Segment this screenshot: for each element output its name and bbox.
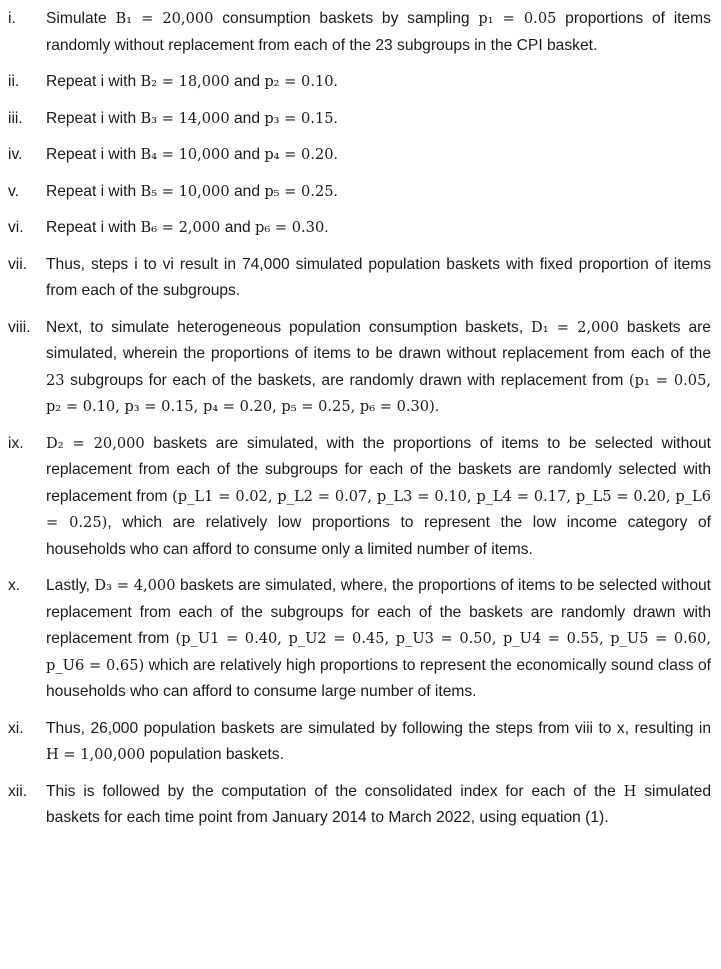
text-run: population baskets. bbox=[145, 746, 284, 763]
list-item-text bbox=[46, 69, 711, 96]
text-run: and bbox=[229, 73, 265, 90]
list-item bbox=[8, 215, 711, 242]
text-run: Repeat i with bbox=[46, 182, 141, 200]
list-item bbox=[8, 315, 711, 421]
text-run: and bbox=[220, 219, 256, 236]
list-item-text bbox=[46, 431, 711, 564]
list-item-number: vii. bbox=[8, 255, 28, 273]
text-run: Lastly, bbox=[46, 577, 95, 594]
math-expression: p₅ = 0.25 bbox=[264, 182, 334, 200]
math-expression: p₁ = 0.05 bbox=[478, 10, 557, 27]
text-run: which are relatively high proportions to represent the economically sound class of households who can afford to consume large number of items. bbox=[46, 656, 712, 700]
list-item-number: ix. bbox=[8, 434, 24, 452]
text-run: Next, to simulate heterogeneous population consumption baskets, bbox=[46, 318, 532, 336]
list-item-number: iii. bbox=[8, 109, 23, 127]
list-item-text bbox=[46, 573, 711, 706]
list-item-number: xi. bbox=[8, 719, 24, 737]
math-expression: p₆ = 0.30 bbox=[255, 219, 325, 236]
text-run: baskets are simulated, where, the proportions of items to be selected without replacement from each of the subgroups for each of the baskets are randomly drawn with replacement from bbox=[46, 577, 711, 647]
list-item bbox=[8, 573, 711, 706]
list-item bbox=[8, 69, 711, 96]
text-run: . bbox=[333, 73, 338, 90]
text-run: Repeat i with bbox=[46, 109, 141, 127]
list-item-text bbox=[46, 716, 711, 769]
list-item-text bbox=[46, 179, 711, 206]
math-expression: D₃ = 4,000 bbox=[94, 577, 176, 594]
text-run: baskets are simulated, wherein the proportions of items to be drawn without replacement from each of the bbox=[46, 318, 711, 362]
list-item bbox=[8, 779, 711, 832]
list-item-text bbox=[46, 142, 711, 169]
math-expression: B₅ = 10,000 bbox=[140, 182, 230, 200]
text-run: . bbox=[333, 146, 338, 163]
text-run: Simulate bbox=[46, 10, 116, 27]
math-expression: D₁ = 2,000 bbox=[531, 318, 619, 336]
text-run: Repeat i with bbox=[46, 146, 141, 163]
list-item-number: vi. bbox=[8, 219, 24, 236]
list-item bbox=[8, 252, 711, 305]
text-run: and bbox=[229, 109, 265, 127]
math-expression: B₄ = 10,000 bbox=[140, 146, 230, 163]
math-expression: D₂ = 20,000 bbox=[46, 434, 145, 452]
math-expression: 23 bbox=[46, 371, 65, 389]
list-item-number: iv. bbox=[8, 146, 23, 163]
text-run: , which are relatively low proportions to represent the low income category of households who can afford to consume only a limited number of items. bbox=[46, 514, 711, 558]
math-expression: B₂ = 18,000 bbox=[140, 73, 230, 90]
text-run: . bbox=[333, 182, 338, 200]
list-item bbox=[8, 716, 711, 769]
math-expression: (p_L1 = 0.02, p_L2 = 0.07, p_L3 = 0.10, p_L4 = 0.17, p_L5 = 0.20, p_L6 = 0.25) bbox=[46, 487, 711, 531]
math-expression: p₂ = 0.10 bbox=[264, 73, 334, 90]
math-expression: H = 1,00,000 bbox=[46, 746, 146, 763]
list-item-number: v. bbox=[8, 182, 19, 200]
text-run: subgroups for each of the baskets, are randomly drawn with replacement from bbox=[64, 371, 629, 389]
text-run: and bbox=[229, 182, 265, 200]
list-item-text bbox=[46, 6, 711, 59]
math-expression: (p₁ = 0.05, p₂ = 0.10, p₃ = 0.15, p₄ = 0.20, p₅ = 0.25, p₆ = 0.30) bbox=[46, 371, 711, 415]
list-item-number: viii. bbox=[8, 318, 31, 336]
list-item-number: x. bbox=[8, 577, 21, 594]
math-expression: B₃ = 14,000 bbox=[140, 109, 230, 127]
math-expression: B₁ = 20,000 bbox=[115, 10, 214, 27]
math-expression: (p_U1 = 0.40, p_U2 = 0.45, p_U3 = 0.50, p_U4 = 0.55, p_U5 = 0.60, p_U6 = 0.65) bbox=[46, 630, 711, 674]
text-run: . bbox=[434, 398, 440, 415]
list-item-text bbox=[46, 779, 711, 832]
list-item-text bbox=[46, 252, 711, 305]
list-item-text bbox=[46, 106, 711, 133]
math-expression: p₄ = 0.20 bbox=[264, 146, 334, 163]
math-expression: B₆ = 2,000 bbox=[140, 219, 221, 236]
text-run: This is followed by the computation of the consolidated index for each of the bbox=[46, 782, 624, 800]
list-item bbox=[8, 431, 711, 564]
list-item-number: xii. bbox=[8, 782, 28, 800]
text-run: Thus, steps i to vi result in 74,000 simulated population baskets with fixed proportion of items from each of the subgroups. bbox=[46, 255, 711, 299]
text-run: Thus, 26,000 population baskets are simulated by following the steps from viii to x, resulting in bbox=[46, 719, 711, 737]
text-run: baskets are simulated, with the proportions of items to be selected without replacement from each of the subgroups for each of the baskets are randomly selected with replacement from bbox=[46, 434, 711, 505]
list-item bbox=[8, 142, 711, 169]
list-item-text bbox=[46, 315, 711, 421]
list-item bbox=[8, 106, 711, 133]
list-item bbox=[8, 179, 711, 206]
text-run: . bbox=[333, 109, 338, 127]
list-item-number: i. bbox=[8, 10, 16, 27]
text-run: simulated baskets for each time point from January 2014 to March 2022, using equation (1). bbox=[46, 782, 711, 826]
list-item-text bbox=[46, 215, 711, 242]
text-run: proportions of items randomly without replacement from each of the 23 subgroups in the CPI basket. bbox=[46, 10, 711, 54]
text-run: Repeat i with bbox=[46, 73, 141, 90]
text-run: consumption baskets by sampling bbox=[213, 10, 479, 27]
text-run: and bbox=[229, 146, 265, 163]
list-item bbox=[8, 6, 711, 59]
math-expression: p₃ = 0.15 bbox=[264, 109, 334, 127]
text-run: . bbox=[324, 219, 329, 236]
list-item-number: ii. bbox=[8, 73, 20, 90]
math-expression: H bbox=[623, 782, 637, 800]
text-run: Repeat i with bbox=[46, 219, 141, 236]
